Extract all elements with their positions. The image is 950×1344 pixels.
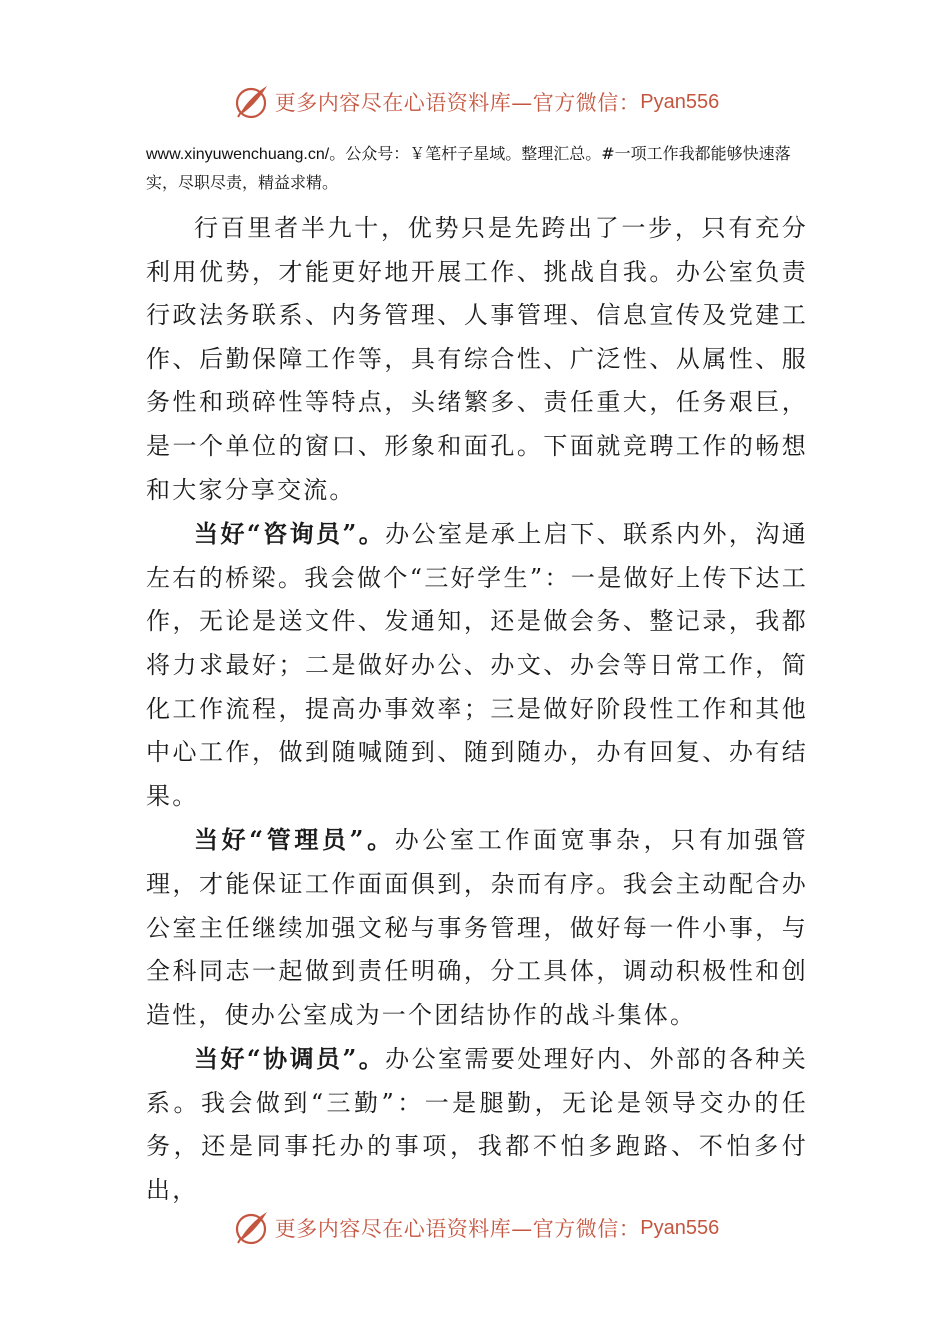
banner-wechat-id: Pyan556 xyxy=(640,90,720,113)
banner-text: 更多内容尽在心语资料库—官方微信： xyxy=(274,91,641,115)
document-body xyxy=(146,206,808,1213)
quill-pen-logo-icon xyxy=(231,82,271,122)
paragraph-coordinator xyxy=(146,1037,808,1212)
top-banner xyxy=(0,80,950,124)
paragraph-intro xyxy=(146,206,808,512)
paragraph-text: 办公室是承上启下、联系内外，沟通左右的桥梁。我会做个“三好学生”：一是做好上传下达工作，无论是送文件、发通知，还是做会务、整记录，我都将力求最好；二是做好办公、办文、办会等日常工作，简化工作流程，提高办事效率；三是做好阶段性工作和其他中心工作，做到随喊随到、随到随办，办有回复、办有结果。 xyxy=(146,520,808,810)
quill-pen-logo-icon xyxy=(231,1208,271,1248)
paragraph-consultant xyxy=(146,512,808,818)
paragraph-text: 办公室工作面宽事杂，只有加强管理，才能保证工作面面俱到，杂而有序。我会主动配合办公室主任继续加强文秘与事务管理，做好每一件小事，与全科同志一起做到责任明确，分工具体，调动积极性和创造性，使办公室成为一个团结协作的战斗集体。 xyxy=(146,826,809,1029)
header-note xyxy=(146,140,811,197)
paragraph-text: 办公室需要处理好内、外部的各种关系。我会做到“三勤”：一是腿勤，无论是领导交办的任务，还是同事托办的事项，我都不怕多跑路、不怕多付出， xyxy=(146,1045,808,1205)
website-url: www.xinyuwenchuang.cn/ xyxy=(146,146,330,163)
paragraph-manager xyxy=(146,818,808,1037)
bottom-banner xyxy=(0,1206,950,1250)
banner-text: 更多内容尽在心语资料库—官方微信： xyxy=(274,1217,641,1241)
paragraph-text: 行百里者半九十，优势只是先跨出了一步，只有充分利用优势，才能更好地开展工作、挑战自我。办公室负责行政法务联系、内务管理、人事管理、信息宣传及党建工作、后勤保障工作等，具有综合性、广泛性、从属性、服务性和琐碎性等特点，头绪繁多、责任重大，任务艰巨，是一个单位的窗口、形象和面孔。下面就竞聘工作的畅想和大家分享交流。 xyxy=(146,214,808,504)
header-note-text: 。公众号：￥笔杆子星域。整理汇总。#一项工作我都能够快速落实，尽职尽责，精益求精。 xyxy=(146,144,791,192)
banner-wechat-id: Pyan556 xyxy=(640,1216,720,1239)
paragraph-lead: 当好“管理员”。 xyxy=(194,825,395,855)
paragraph-lead: 当好“咨询员”。 xyxy=(194,519,386,549)
paragraph-lead: 当好“协调员”。 xyxy=(194,1044,386,1074)
